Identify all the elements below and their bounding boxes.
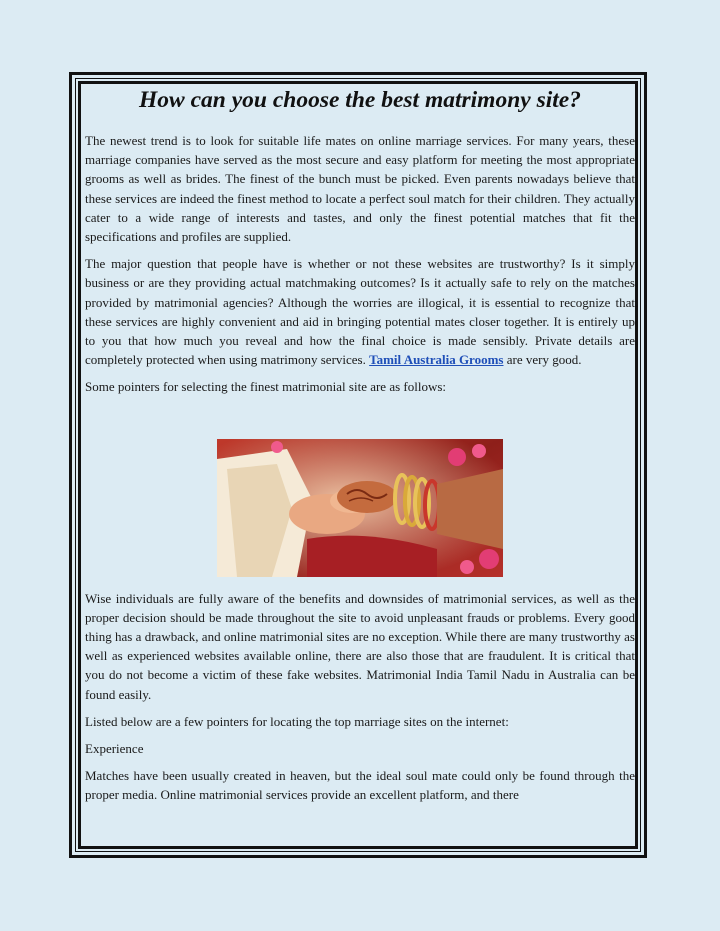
wedding-hands-photo bbox=[217, 439, 503, 577]
document-body bbox=[85, 85, 635, 813]
document-title: How can you choose the best matrimony site? bbox=[139, 87, 581, 113]
tamil-australia-grooms-link[interactable]: Tamil Australia Grooms bbox=[369, 352, 504, 368]
paragraph-pointers-intro: Some pointers for selecting the finest matrimonial site are as follows: bbox=[85, 379, 447, 395]
paragraph-intro: The newest trend is to look for suitable life mates on online marriage services. For many years, these marriage companies have served as the most secure and easy platform for meeting the most appropriate grooms as well as brides. The finest of the bunch must be picked. Even parents nowadays believe that these services are indeed the finest method to locate a perfect soul match for their children. They actually cater to a wide range of interests and tastes, and only the finest potential matches that fit the specifications and profiles are supplied. bbox=[85, 133, 635, 245]
paragraph-heading-experience: Experience bbox=[85, 741, 144, 757]
paragraph-trust-text: The major question that people have is whether or not these websites are trustworthy? Is it simply business or are they providing actual matchmaking outcomes? Is it actually safe to rely on the matches provided by matrimonial agencies? Although the worries are illogical, it is essential to recognize that these services are highly convenient and aid in bringing potential mates closer together. It is entirely up to you that how much you reveal and how the final choice is made sensibly. Private details are completely protected when using matrimony services. bbox=[85, 256, 635, 368]
paragraph-trust-tail: are very good. bbox=[503, 352, 582, 368]
paragraph-trust bbox=[85, 254, 635, 369]
paragraph-wise-individuals: Wise individuals are fully aware of the benefits and downsides of matrimonial services, as well as the proper decision should be made throughout the site to avoid unpleasant frauds or problems. Every good thing has a drawback, and online matrimonial sites are no exception. While there are many trustworthy as well as experienced websites available online, there are also those that are fraudulent. It is critical that you do not become a victim of these fake websites. Matrimonial India Tamil Nadu in Australia can be found easily. bbox=[85, 590, 635, 702]
paragraph-listed-pointers: Listed below are a few pointers for locating the top marriage sites on the internet: bbox=[85, 713, 509, 729]
paragraph-matches: Matches have been usually created in heaven, but the ideal soul mate could only be found through the proper media. Online matrimonial services provide an excellent platform, and there bbox=[85, 768, 635, 803]
